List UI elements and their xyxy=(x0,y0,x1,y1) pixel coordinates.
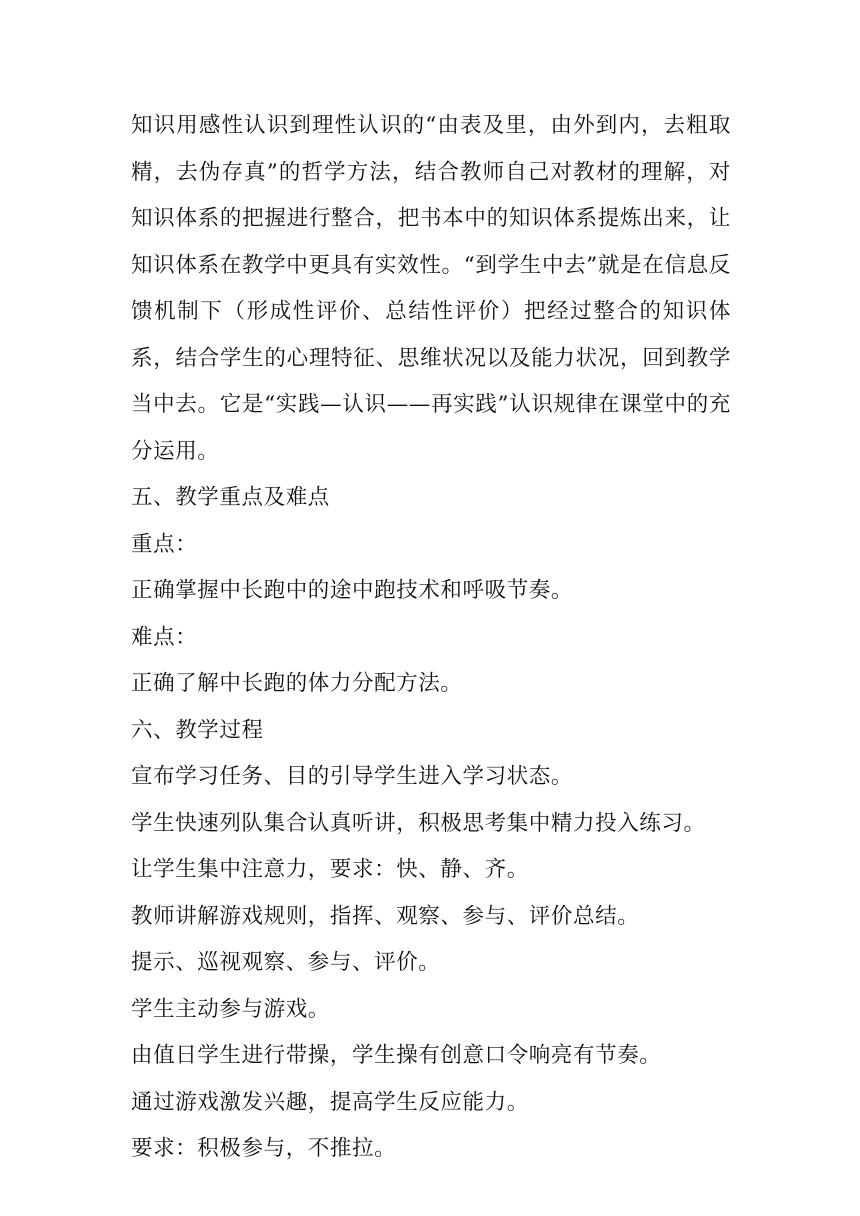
difficulty-label: 难点： xyxy=(131,624,198,650)
process-line: 通过游戏激发兴趣，提高学生反应能力。 xyxy=(131,1089,529,1115)
process-line: 提示、巡视观察、参与、评价。 xyxy=(131,950,441,975)
process-line: 要求：积极参与，不推拉。 xyxy=(131,1136,397,1161)
key-point-text: 正确掌握中长跑中的途中跑技术和呼吸节奏。 xyxy=(131,578,574,603)
process-line: 学生主动参与游戏。 xyxy=(131,996,330,1022)
process-line: 让学生集中注意力，要求：快、静、齐。 xyxy=(131,857,529,882)
key-point-label: 重点： xyxy=(131,531,198,557)
body-paragraph: 知识用感性认识到理性认识的“由表及里，由外到内，去粗取精，去伪存真”的哲学方法，结合教师自己对教材的理解，对知识体系的把握进行整合，把书本中的知识体系提炼出来，让知识体系在教学中更具有实效性。“到学生中去”就是在信息反馈机制下（形成性评价、总结性评价）把经过整合的知识体系，结合学生的心理特征、思维状况以及能力状况，回到教学当中去。它是“实践—认识——再实践”认识规律在课堂中的充分运用。 xyxy=(131,113,731,464)
section-heading-5: 五、教学重点及难点 xyxy=(131,485,330,510)
document-body xyxy=(131,103,731,1173)
difficulty-text: 正确了解中长跑的体力分配方法。 xyxy=(131,671,463,696)
process-line: 教师讲解游戏规则，指挥、观察、参与、评价总结。 xyxy=(131,903,640,929)
process-line: 由值日学生进行带操，学生操有创意口令响亮有节奏。 xyxy=(131,1043,662,1068)
process-line: 学生快速列队集合认真听讲，积极思考集中精力投入练习。 xyxy=(131,810,706,836)
section-heading-6: 六、教学过程 xyxy=(131,717,264,743)
process-line: 宣布学习任务、目的引导学生进入学习状态。 xyxy=(131,764,574,789)
